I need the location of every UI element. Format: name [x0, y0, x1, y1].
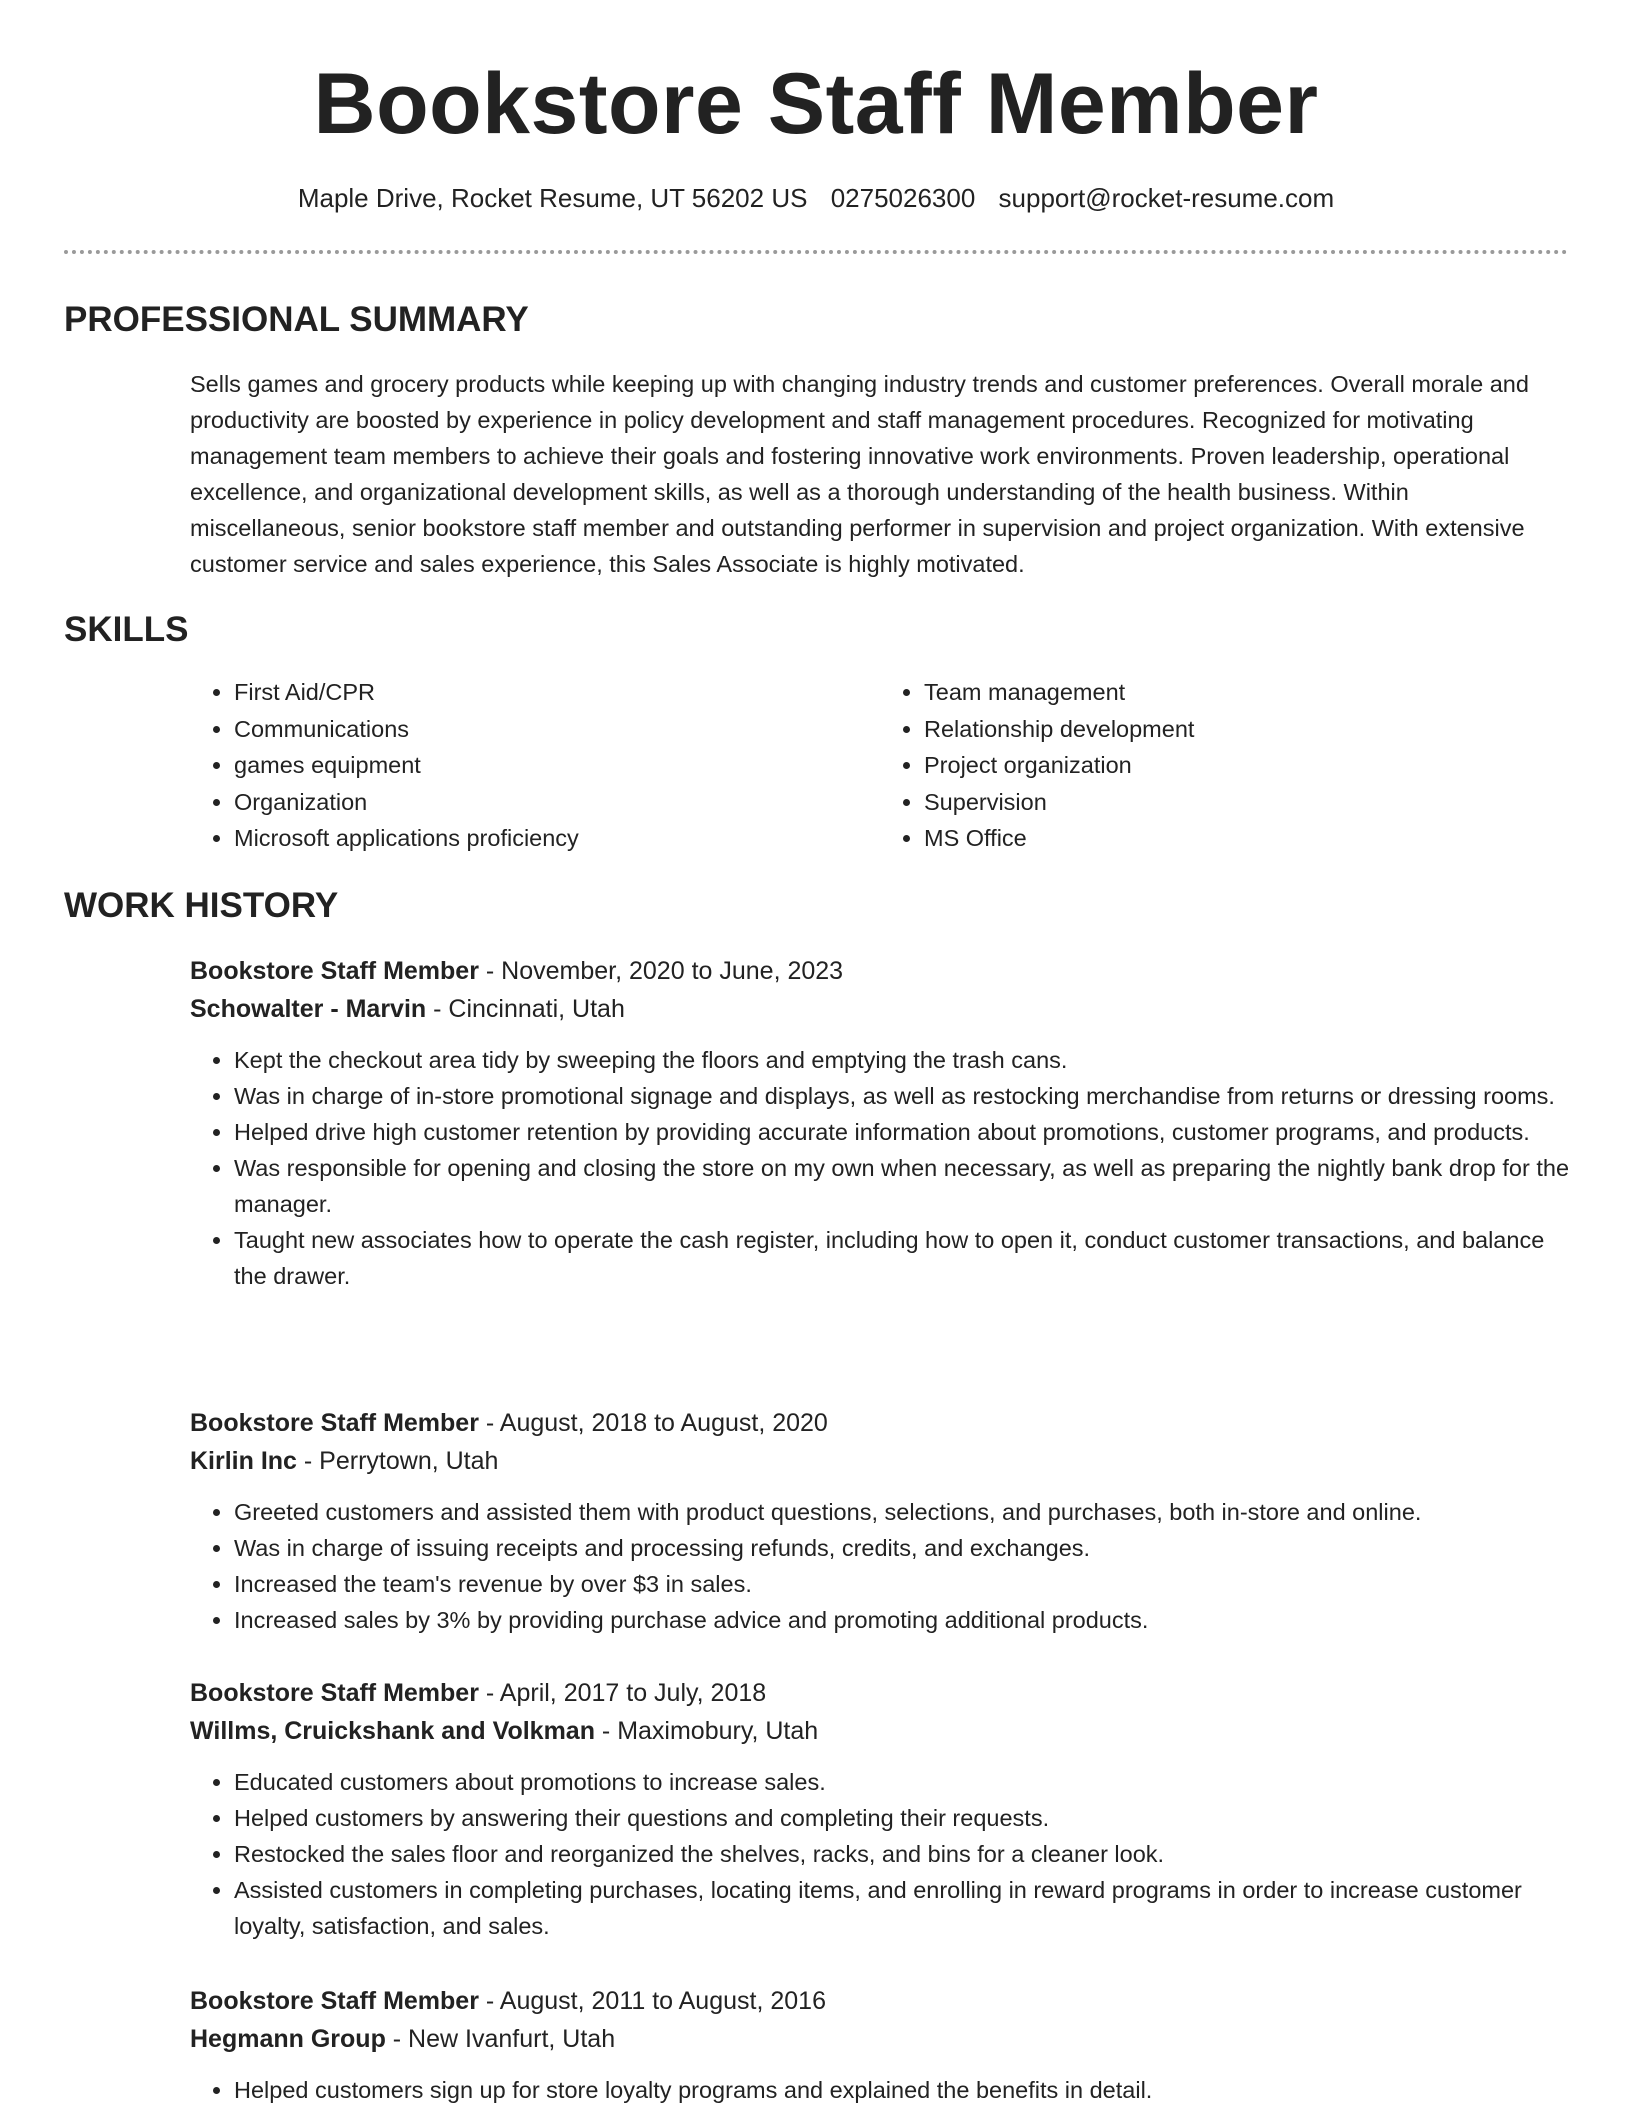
skills-list: [190, 674, 1570, 857]
job-bullet: • Was in charge of in-store promotional signage and displays, as well as restocking merchandise from returns or dressing rooms.: [234, 1078, 1570, 1114]
skill-item: • Team management: [924, 674, 1570, 711]
job-entry: [190, 1404, 1570, 1638]
contact-phone: 0275026300: [830, 183, 976, 213]
job-bullets: [190, 1042, 1570, 1294]
contact-email: support@rocket-resume.com: [998, 183, 1335, 213]
job-bullet: • Helped customers sign up for store loyalty programs and explained the benefits in detail.: [234, 2072, 1570, 2108]
job-role: Bookstore Staff Member: [190, 957, 479, 985]
job-entry: [190, 1674, 1570, 1944]
job-company-line: [190, 1712, 1570, 1750]
skills-column-right: [880, 674, 1570, 857]
skills-heading: SKILLS: [64, 610, 189, 649]
job-title-line: [190, 952, 1570, 990]
job-role: Bookstore Staff Member: [190, 1409, 479, 1437]
job-bullet: • Helped drive high customer retention by providing accurate information about promotions, customer programs, and products.: [234, 1114, 1570, 1150]
job-bullet: • Increased the team's revenue by over $3 in sales.: [234, 1566, 1570, 1602]
job-bullet: • Educated customers about promotions to increase sales.: [234, 1764, 1570, 1800]
job-role: Bookstore Staff Member: [190, 1679, 479, 1707]
job-bullet: • Assisted customers in completing purchases, locating items, and enrolling in reward programs in order to increase customer loyalty, satisfaction, and sales.: [234, 1872, 1570, 1944]
job-location: - Maximobury, Utah: [594, 1717, 819, 1745]
job-dates: - April, 2017 to July, 2018: [478, 1679, 767, 1707]
job-bullets: [190, 1764, 1570, 1944]
summary-text: Sells games and grocery products while keeping up with changing industry trends and customer preferences. Overall morale and productivity are boosted by experience in policy development and staff management procedures. Recognized for motivating management team members to achieve their goals and fostering innovative work environments. Proven leadership, operational excellence, and organizational development skills, as well as a thorough understanding of the health business. Within miscellaneous, senior bookstore staff member and outstanding performer in supervision and project organization. With extensive customer service and sales experience, this Sales Associate is highly motivated.: [190, 371, 1529, 577]
skill-item: • Communications: [234, 711, 880, 748]
job-bullet: • Kept the checkout area tidy by sweeping the floors and emptying the trash cans.: [234, 1042, 1570, 1078]
job-bullet: • Increased sales by 3% by providing purchase advice and promoting additional products.: [234, 1602, 1570, 1638]
header-divider: [64, 250, 1568, 254]
job-location: - Cincinnati, Utah: [426, 995, 625, 1023]
summary-heading: PROFESSIONAL SUMMARY: [64, 300, 529, 339]
job-title-line: [190, 1982, 1570, 2020]
contact-address: Maple Drive, Rocket Resume, UT 56202 US: [297, 183, 808, 213]
job-dates: - November, 2020 to June, 2023: [478, 957, 844, 985]
skill-item: • Microsoft applications proficiency: [234, 820, 880, 857]
job-company: Kirlin Inc: [190, 1447, 297, 1475]
job-company-line: [190, 990, 1570, 1028]
job-dates: - August, 2018 to August, 2020: [478, 1409, 828, 1437]
job-dates: - August, 2011 to August, 2016: [478, 1987, 826, 2015]
skill-item: • Organization: [234, 784, 880, 821]
resume-name: Bookstore Staff Member: [313, 56, 1319, 152]
job-bullet: • Helped customers by answering their questions and completing their requests.: [234, 1800, 1570, 1836]
skill-item: • First Aid/CPR: [234, 674, 880, 711]
job-bullets: [190, 2072, 1570, 2108]
job-entry: [190, 952, 1570, 1294]
job-bullet: • Taught new associates how to operate the cash register, including how to open it, conduct customer transactions, and balance the drawer.: [234, 1222, 1570, 1294]
job-title-line: [190, 1674, 1570, 1712]
work-history-heading: WORK HISTORY: [64, 886, 339, 925]
job-role: Bookstore Staff Member: [190, 1987, 479, 2015]
job-title-line: [190, 1404, 1570, 1442]
job-bullet: • Restocked the sales floor and reorganized the shelves, racks, and bins for a cleaner look.: [234, 1836, 1570, 1872]
skill-item: • Project organization: [924, 747, 1570, 784]
job-bullet: • Greeted customers and assisted them with product questions, selections, and purchases, both in-store and online.: [234, 1494, 1570, 1530]
job-bullet: • Was in charge of issuing receipts and processing refunds, credits, and exchanges.: [234, 1530, 1570, 1566]
job-company: Willms, Cruickshank and Volkman: [190, 1717, 595, 1745]
skill-item: • MS Office: [924, 820, 1570, 857]
job-entry: [190, 1982, 1570, 2108]
job-bullet: • Was responsible for opening and closing the store on my own when necessary, as well as preparing the nightly bank drop for the manager.: [234, 1150, 1570, 1222]
contact-line: [0, 180, 1632, 216]
skill-item: • games equipment: [234, 747, 880, 784]
skill-item: • Supervision: [924, 784, 1570, 821]
job-company-line: [190, 1442, 1570, 1480]
skills-column-left: [190, 674, 880, 857]
job-bullets: [190, 1494, 1570, 1638]
job-company: Hegmann Group: [190, 2025, 386, 2053]
job-location: - Perrytown, Utah: [296, 1447, 499, 1475]
job-company-line: [190, 2020, 1570, 2058]
job-location: - New Ivanfurt, Utah: [385, 2025, 616, 2053]
job-company: Schowalter - Marvin: [190, 995, 427, 1023]
skill-item: • Relationship development: [924, 711, 1570, 748]
